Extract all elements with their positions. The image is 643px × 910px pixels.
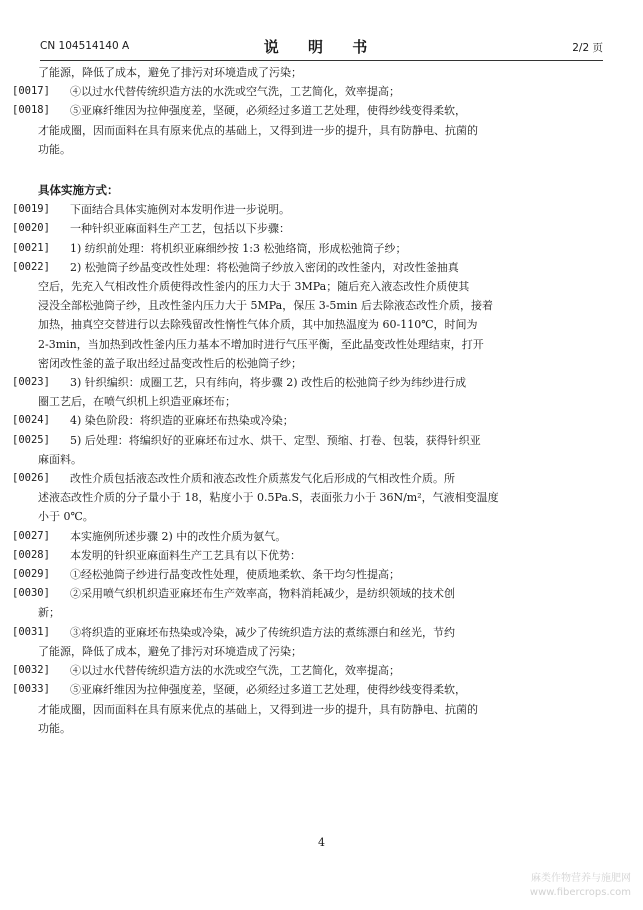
document-title: 说 明 书: [263, 38, 380, 56]
paragraph-number: [0021]: [12, 241, 50, 254]
paragraph-line: 了能源，降低了成本，避免了排污对环境造成了污染；: [38, 66, 302, 79]
paragraph-line: 下面结合具体实施例对本发明作进一步说明。: [70, 203, 290, 217]
paragraph: [12, 239, 599, 258]
paragraph-number: [0033]: [12, 683, 50, 696]
paragraph-number: [0020]: [12, 222, 50, 235]
paragraph-line: ⑤亚麻纤维因为拉伸强度差，坚硬，必须经过多道工艺处理，使得纱线变得柔软，: [70, 104, 466, 118]
paragraph: [12, 411, 599, 430]
paragraph: [12, 623, 599, 661]
paragraph-number: [0026]: [12, 472, 50, 485]
paragraph-number: [0023]: [12, 376, 50, 389]
paragraph-line: 述液态改性介质的分子量小于 18，粘度小于 0.5Pa.S，表面张力小于 36N/m²，气液相变温度: [38, 491, 499, 505]
paragraph-line: 5) 后处理：将编织好的亚麻坯布过水、烘干、定型、预缩、打卷、包装，获得针织亚: [70, 433, 481, 447]
page-number: 4: [318, 836, 325, 849]
paragraph-line: 新；: [38, 606, 60, 620]
paragraph-line: 浸没全部松弛筒子纱，且改性釜内压力大于 5MPa，保压 3-5min 后去除液态改性介质，接着: [38, 299, 493, 313]
paragraph-number: [0018]: [12, 104, 50, 117]
paragraph-line: ④以过水代替传统织造方法的水洗或空气洗，工艺简化，效率提高；: [70, 664, 400, 678]
watermark: [530, 872, 631, 900]
paragraph-number: [0024]: [12, 414, 50, 427]
paragraph: [12, 431, 599, 469]
page-indicator: 2/2 页: [572, 42, 603, 54]
paragraph: [38, 181, 599, 200]
paragraph: [12, 101, 599, 159]
paragraph: [38, 63, 599, 82]
paragraph: [12, 661, 599, 680]
paragraph-line: 改性介质包括液态改性介质和液态改性介质蒸发气化后形成的气相改性介质。所: [70, 472, 455, 486]
paragraph-number: [0027]: [12, 529, 50, 542]
paragraph-line: 麻面料。: [38, 452, 82, 466]
paragraph-number: [0019]: [12, 203, 50, 216]
header-rule: [40, 60, 603, 61]
section-heading: 具体实施方式：: [38, 183, 119, 198]
paragraph: [12, 565, 599, 584]
patent-number: CN 104514140 A: [40, 40, 130, 52]
paragraph-line: ⑤亚麻纤维因为拉伸强度差，坚硬，必须经过多道工艺处理，使得纱线变得柔软，: [70, 683, 466, 697]
paragraph-line: 2-3min，当加热到改性釜内压力基本不增加时进行气压平衡，至此晶变改性处理结束，打开: [38, 337, 484, 351]
paragraph-line: 本发明的针织亚麻面料生产工艺具有以下优势：: [70, 548, 301, 562]
paragraph: [12, 82, 599, 101]
paragraph: [12, 219, 599, 238]
paragraph: [12, 373, 599, 411]
paragraph-line: 2) 松弛筒子纱晶变改性处理：将松弛筒子纱放入密闭的改性釜内，对改性釜抽真: [70, 260, 459, 274]
paragraph: [12, 469, 599, 527]
paragraph-line: 了能源，降低了成本，避免了排污对环境造成了污染；: [38, 644, 302, 658]
paragraph-line: ②采用喷气织机织造亚麻坯布生产效率高，物料消耗减少，是纺织领域的技术创: [70, 587, 455, 601]
watermark-url: www.fibercrops.com: [529, 887, 631, 898]
paragraph-line: 功能。: [38, 721, 71, 735]
paragraph-line: ④以过水代替传统织造方法的水洗或空气洗，工艺简化，效率提高；: [70, 85, 400, 99]
watermark-site-name: 麻类作物营养与施肥网: [531, 873, 631, 884]
paragraph-line: 本实施例所述步骤 2) 中的改性介质为氨气。: [70, 529, 287, 543]
paragraph-line: 才能成圈，因而面料在具有原来优点的基础上，又得到进一步的提升，具有防静电、抗菌的: [38, 702, 478, 716]
paragraph-line: 1) 纺织前处理：将机织亚麻细纱按 1:3 松弛络筒，形成松弛筒子纱；: [70, 241, 407, 255]
paragraph: [12, 546, 599, 565]
paragraph-line: 才能成圈，因而面料在具有原来优点的基础上，又得到进一步的提升，具有防静电、抗菌的: [38, 123, 478, 137]
document-body: [12, 63, 599, 738]
paragraph-number: [0017]: [12, 85, 50, 98]
paragraph-number: [0029]: [12, 568, 50, 581]
paragraph: [12, 258, 599, 373]
paragraph-line: 小于 0℃。: [38, 510, 94, 524]
paragraph: [12, 584, 599, 622]
paragraph-line: 空后，先充入气相改性介质使得改性釜内的压力大于 3MPa；随后充入液态改性介质使其: [38, 280, 470, 294]
paragraph-spacer: [70, 159, 599, 181]
paragraph: [12, 680, 599, 738]
paragraph: [12, 200, 599, 219]
paragraph: [12, 527, 599, 546]
paragraph-line: 一种针织亚麻面料生产工艺，包括以下步骤：: [70, 222, 290, 236]
page-header: [40, 36, 603, 60]
paragraph-number: [0028]: [12, 548, 50, 561]
paragraph-number: [0031]: [12, 625, 50, 638]
paragraph-number: [0025]: [12, 433, 50, 446]
paragraph-line: 加热，抽真空交替进行以去除残留改性惰性气体介质，其中加热温度为 60-110℃，时间为: [38, 318, 478, 332]
paragraph-line: 4) 染色阶段：将织造的亚麻坯布热染或冷染；: [70, 414, 294, 428]
paragraph-line: ①经松弛筒子纱进行晶变改性处理，使质地柔软、条干均匀性提高；: [70, 568, 400, 582]
paragraph-line: 3) 针织编织：成圈工艺，只有纬向，将步骤 2) 改性后的松弛筒子纱为纬纱进行成: [70, 376, 467, 390]
paragraph-number: [0022]: [12, 260, 50, 273]
paragraph-number: [0030]: [12, 587, 50, 600]
paragraph-number: [0032]: [12, 664, 50, 677]
paragraph-line: 密闭改性釜的盖子取出经过晶变改性后的松弛筒子纱；: [38, 356, 302, 370]
paragraph-line: ③将织造的亚麻坯布热染或冷染，减少了传统织造方法的煮练漂白和丝光，节约: [70, 625, 455, 639]
paragraph-line: 圈工艺后，在喷气织机上织造亚麻坯布；: [38, 395, 236, 409]
paragraph-line: 功能。: [38, 142, 71, 156]
